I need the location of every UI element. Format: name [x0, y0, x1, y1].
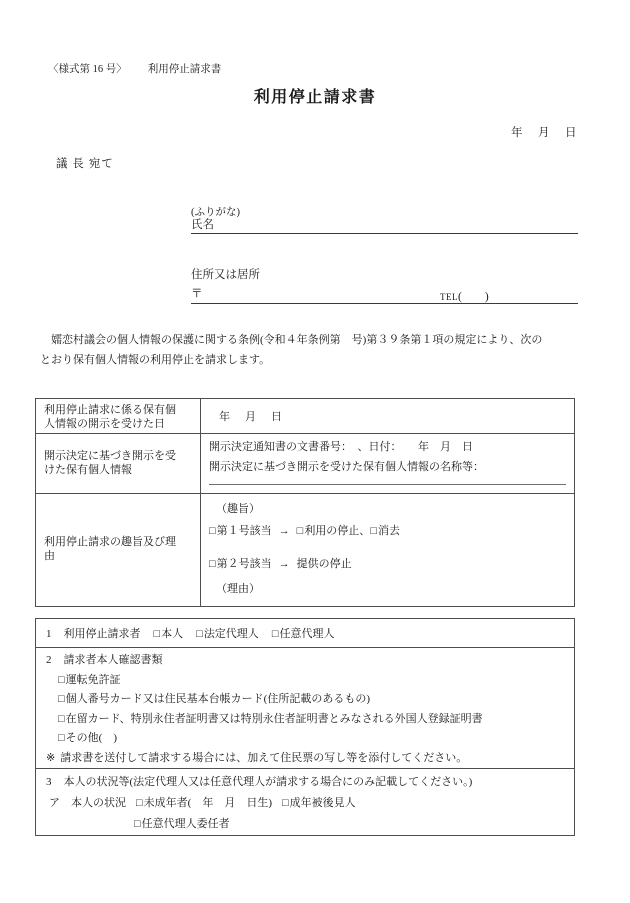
page-title: 利用停止請求書 — [253, 89, 377, 106]
note-mark-icon: ※ — [46, 751, 56, 764]
status-sub-label: ア 本人の状況 — [49, 797, 126, 809]
table-row-purport-reason — [36, 494, 575, 607]
row-label-disclosed-info: 開示決定に基づき開示を受けた保有個人情報 — [36, 434, 201, 494]
option-label: 任意代理人 — [279, 628, 335, 640]
disclosure-date-cell — [201, 399, 575, 434]
date-field: 年 月 日 — [511, 127, 579, 139]
status-option — [282, 797, 356, 809]
arrow-icon: → — [278, 558, 290, 570]
checkbox-icon: □ — [196, 628, 203, 640]
item2-line — [209, 557, 566, 571]
checkbox-icon: □ — [281, 797, 289, 809]
checkbox-icon: □ — [153, 628, 161, 640]
id-doc-item — [58, 710, 566, 730]
option-label: 任意代理人委任者 — [141, 818, 230, 830]
id-doc-item — [58, 690, 566, 710]
info-name-underline — [209, 484, 566, 485]
section-title-line — [46, 651, 566, 671]
status-option — [134, 818, 230, 830]
checkbox-icon: □ — [58, 673, 65, 686]
intro-line-1: 嬬恋村議会の個人情報の保護に関する条例(令和４年条例第 号)第３９条第１項の規定により、次の — [40, 334, 543, 346]
id-doc-item — [58, 729, 566, 749]
checkbox-icon: □ — [370, 525, 377, 537]
info-name-line: 開示決定に基づき開示を受けた保有個人情報の名称等： — [209, 461, 484, 473]
section-title-line — [46, 772, 566, 793]
tel-field — [440, 288, 489, 304]
section-number: 3 — [46, 776, 52, 788]
id-doc-item — [58, 671, 566, 691]
form-doc-name: 利用停止請求書 — [147, 64, 222, 75]
mailing-note-line — [46, 749, 566, 769]
tel-label: TEL — [440, 292, 458, 302]
option-label: 本人 — [161, 628, 184, 640]
intro-paragraph — [40, 330, 595, 370]
row-label-disclosure-date: 利用停止請求に係る保有個人情報の開示を受けた日 — [36, 399, 201, 434]
row-label-purport-reason: 利用停止請求の趣旨及び理由 — [36, 494, 201, 607]
item-label: 個人番号カード又は住民基本台帳カード(住所記載のあるもの) — [65, 693, 370, 705]
item2-result: 提供の停止 — [296, 558, 352, 570]
checkbox-icon: □ — [136, 797, 143, 809]
name-field — [191, 216, 578, 234]
table-row-principal-status — [36, 769, 575, 836]
item1-option-stop: 利用の停止、 — [304, 525, 371, 537]
note-text: 請求書を送付して請求する場合には、加えて住民票の写し等を添付してください。 — [60, 751, 468, 764]
option-label: 成年被後見人 — [289, 797, 356, 809]
checkbox-icon: □ — [134, 818, 141, 830]
item1-line — [209, 524, 566, 538]
id-documents-cell — [36, 648, 575, 769]
requester-cell — [36, 619, 575, 648]
form-reference — [48, 61, 221, 76]
principal-status-cell — [36, 769, 575, 836]
item2-subject: 第２号該当 — [216, 558, 272, 570]
table-row-disclosure-date — [36, 399, 575, 434]
requester-details-table — [35, 618, 575, 836]
checkbox-icon: □ — [296, 525, 304, 537]
section-title: 請求者本人確認書類 — [63, 654, 163, 666]
form-number: 〈様式第 16 号〉 — [48, 64, 127, 75]
table-row-requester — [36, 619, 575, 648]
checkbox-icon: □ — [58, 712, 65, 725]
requester-option — [154, 628, 184, 640]
section-title: 利用停止請求者 — [63, 628, 141, 640]
purport-label: （趣旨） — [216, 503, 260, 515]
intro-line-2: とおり保有個人情報の利用停止を請求します。 — [40, 354, 271, 366]
requester-option — [272, 628, 335, 640]
addressee-label: 議 長 宛て — [56, 158, 114, 170]
tel-value: ( ) — [458, 291, 489, 303]
item-label: その他( ) — [65, 732, 117, 744]
request-details-table — [35, 398, 575, 607]
item-label: 運転免許証 — [65, 673, 121, 686]
option-label: 法定代理人 — [203, 628, 259, 640]
address-field — [191, 285, 578, 304]
address-label: 住所又は居所 — [191, 269, 260, 281]
doc-number-line: 開示決定通知書の文書番号： 、日付： 年 月 日 — [209, 441, 473, 453]
arrow-icon: → — [278, 525, 290, 537]
reason-label: （理由） — [216, 583, 260, 595]
purport-reason-cell — [201, 494, 575, 607]
section-title: 本人の状況等(法定代理人又は任意代理人が請求する場合にのみ記載してください。) — [63, 776, 473, 788]
name-label: 氏名 — [191, 219, 214, 231]
section-number: 1 — [46, 628, 52, 640]
table-row-disclosed-info — [36, 434, 575, 494]
disclosed-info-cell — [201, 434, 575, 494]
item1-option-erase: 消去 — [377, 525, 400, 537]
date-placeholder: 年 月 日 — [219, 411, 284, 423]
status-options-line-2 — [134, 814, 566, 835]
section-number: 2 — [46, 654, 52, 666]
status-option — [136, 797, 272, 809]
requester-option — [196, 628, 259, 640]
checkbox-icon: □ — [209, 525, 216, 537]
checkbox-icon: □ — [209, 558, 216, 570]
checkbox-icon: □ — [58, 732, 65, 744]
table-row-id-documents — [36, 648, 575, 769]
postal-mark-icon: 〒 — [191, 288, 203, 300]
checkbox-icon: □ — [271, 628, 279, 640]
checkbox-icon: □ — [58, 693, 65, 705]
status-options-line-1 — [49, 793, 566, 814]
option-label: 未成年者( 年 月 日生) — [143, 797, 272, 809]
furigana-label: (ふりがな) — [191, 207, 240, 218]
item-label: 在留カード、特別永住者証明書又は特別永住者証明書とみなされる外国人登録証明書 — [65, 712, 483, 725]
item1-subject: 第１号該当 — [216, 525, 272, 537]
